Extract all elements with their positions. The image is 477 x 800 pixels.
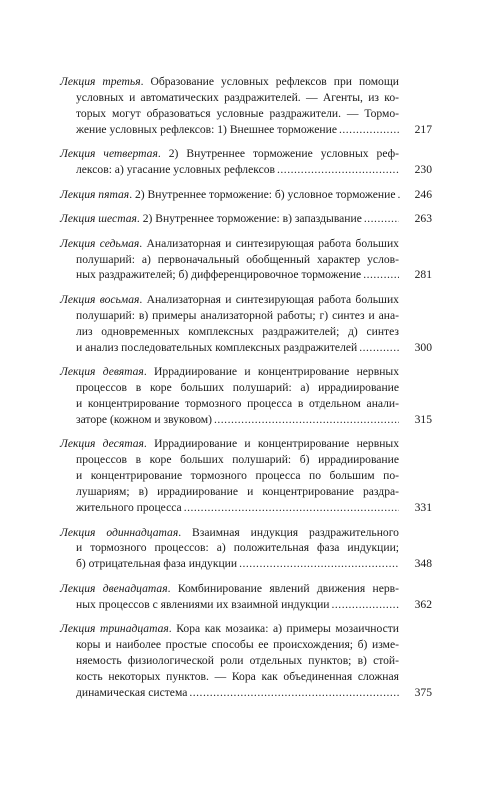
toc-entry-last-line: [60, 187, 399, 203]
lecture-title: Лекция тринадцатая: [60, 622, 169, 636]
toc-entry-text: . Образование условных рефлексов при помощи: [140, 75, 399, 88]
toc-entry[interactable]: [60, 211, 432, 227]
dot-leader: [332, 597, 400, 613]
toc-entry[interactable]: [60, 621, 432, 701]
toc-entry-text: няемость физиологической роли отдельных пунктов; в) стой-: [76, 654, 399, 668]
toc-entry[interactable]: [60, 236, 432, 284]
toc-entry-line: [60, 90, 399, 106]
lecture-title: Лекция седьмая: [60, 236, 140, 250]
page-number: 281: [414, 268, 432, 282]
toc-entry-line: [60, 106, 399, 122]
page-number: 348: [414, 557, 432, 571]
toc-entry-text: лексов: а) угасание условных рефлексов: [76, 163, 275, 177]
lecture-title: Лекция пятая: [60, 187, 130, 201]
toc-entry-text: б) отрицательная фаза индукции: [76, 557, 238, 571]
toc-entry-last-line: [60, 412, 399, 428]
toc-entry-text: . Взаимная индукция раздражительного: [178, 525, 399, 539]
toc-entry-text: жение условных рефлексов: 1) Внешнее торможение: [76, 122, 337, 136]
toc-entry-last-line: [60, 162, 399, 178]
toc-entry-line: [60, 669, 399, 685]
toc-entry-text: полушарий: а) первоначальный обобщенный характер услов-: [76, 252, 399, 266]
toc-entry-text: . Анализаторная и синтезирующая работа больших: [139, 292, 399, 306]
dot-leader: [364, 211, 399, 227]
dot-leader: [214, 412, 399, 428]
toc-entry[interactable]: [60, 581, 432, 613]
dot-leader: [363, 267, 399, 283]
toc-entry-line: [60, 484, 399, 500]
dot-leader: [397, 187, 401, 203]
table-of-contents: [60, 74, 432, 709]
toc-entry-first-line: [60, 581, 399, 597]
toc-entry-text: и концентрирование тормозного процесса по большим по-: [76, 469, 399, 483]
lecture-title: Лекция четвертая: [60, 147, 158, 161]
lecture-title: Лекция восьмая: [60, 292, 140, 306]
toc-entry-text: ных раздражителей; б) дифференцировочное торможение: [76, 268, 362, 282]
lecture-title: Лекция двенадцатая: [60, 581, 168, 595]
toc-entry-text: . 2) Внутреннее торможение: б) условное торможение: [129, 187, 396, 201]
toc-entry-last-line: [60, 597, 399, 613]
toc-entry-text: кость некоторых пунктов. — Кора как объединенная сложная: [76, 669, 399, 683]
page-number: 217: [414, 122, 432, 136]
toc-entry-text: условных и автоматических раздражителей. — Агенты, из ко-: [76, 90, 399, 104]
toc-entry-line: [60, 637, 399, 653]
toc-entry-text: динамическая система: [76, 685, 188, 699]
toc-entry[interactable]: [60, 436, 432, 516]
toc-entry-last-line: [60, 211, 399, 227]
lecture-title: Лекция шестая: [60, 212, 137, 226]
toc-entry-text: процессов в коре больших полушарий: б) иррадиирование: [76, 453, 399, 467]
toc-entry-text: . 2) Внутреннее торможение: в) запаздывание: [136, 212, 362, 226]
toc-entry-text: коры и наиболее простые способы ее происхождения; б) изме-: [76, 638, 399, 652]
toc-entry-last-line: [60, 556, 399, 572]
toc-entry-line: [60, 252, 399, 268]
toc-entry-first-line: [60, 621, 399, 637]
page-number: 230: [414, 163, 432, 177]
dot-leader: [359, 340, 399, 356]
toc-entry-first-line: [60, 74, 399, 90]
page-number: 300: [414, 340, 432, 354]
toc-entry-first-line: [60, 236, 399, 252]
toc-entry[interactable]: [60, 292, 432, 356]
toc-entry-first-line: [60, 292, 399, 308]
dot-leader: [277, 162, 399, 178]
toc-entry[interactable]: [60, 146, 432, 178]
toc-entry-first-line: [60, 146, 399, 162]
toc-entry-line: [60, 308, 399, 324]
lecture-title: Лекция третья: [60, 75, 141, 88]
dot-leader: [339, 122, 399, 138]
toc-entry-line: [60, 468, 399, 484]
dot-leader: [239, 556, 399, 572]
toc-entry-text: . Кора как мозаика: а) примеры мозаичности: [168, 622, 399, 636]
toc-entry[interactable]: [60, 364, 432, 428]
toc-entry-line: [60, 324, 399, 340]
toc-entry-first-line: [60, 364, 399, 380]
toc-entry-text: . 2) Внутреннее торможение условных реф-: [157, 147, 399, 161]
page-number: 375: [414, 685, 432, 699]
toc-entry[interactable]: [60, 187, 432, 203]
toc-entry-text: жительного процесса: [76, 501, 182, 514]
toc-entry-text: . Иррадиирование и концентрирование нервных: [143, 365, 399, 379]
toc-entry-first-line: [60, 436, 399, 452]
toc-entry-text: и концентрирование тормозного процесса в отдельном анали-: [76, 396, 399, 410]
dot-leader: [184, 500, 399, 516]
toc-entry-line: [60, 380, 399, 396]
lecture-title: Лекция девятая: [60, 365, 144, 379]
toc-entry-line: [60, 396, 399, 412]
page-number: 362: [414, 597, 432, 611]
page-number: 315: [414, 412, 432, 426]
toc-entry[interactable]: [60, 525, 432, 573]
lecture-title: Лекция десятая: [60, 437, 144, 451]
page-number: 246: [414, 187, 432, 201]
toc-entry-last-line: [60, 267, 399, 283]
toc-entry-line: [60, 540, 399, 556]
toc-entry-text: и тормозного процессов: а) положительная фаза индукции;: [76, 541, 399, 555]
toc-entry-text: полушарий: в) примеры анализаторной работы; г) синтез и ана-: [76, 308, 399, 322]
toc-entry-text: ных процессов с явлениями их взаимной индукции: [76, 597, 330, 611]
dot-leader: [189, 685, 399, 701]
toc-entry-last-line: [60, 500, 399, 516]
toc-entry-text: процессов в коре больших полушарий: а) иррадиирование: [76, 381, 399, 395]
toc-entry-text: . Анализаторная и синтезирующая работа больших: [139, 236, 399, 250]
page-number: 331: [414, 501, 432, 514]
toc-entry-text: заторе (кожном и звуковом): [76, 412, 212, 426]
toc-entry-last-line: [60, 122, 399, 138]
toc-entry-line: [60, 653, 399, 669]
toc-entry-last-line: [60, 685, 399, 701]
page-number: 263: [414, 212, 432, 226]
toc-entry-text: . Комбинирование явлений движения нерв-: [167, 581, 399, 595]
toc-entry-first-line: [60, 525, 399, 541]
toc-entry-text: и анализ последовательных комплексных раздражителей: [76, 340, 358, 354]
toc-entry-text: торых могут образоваться условные раздражители. — Тормо-: [76, 106, 399, 120]
toc-entry[interactable]: [60, 74, 432, 138]
toc-entry-line: [60, 452, 399, 468]
lecture-title: Лекция одиннадцатая: [60, 525, 179, 539]
toc-entry-text: лушариям; в) иррадиирование и концентрирование раздра-: [76, 485, 399, 499]
toc-entry-text: . Иррадиирование и концентрирование нервных: [143, 437, 399, 451]
toc-entry-text: лиз одновременных комплексных раздражителей; д) синтез: [76, 324, 399, 338]
toc-entry-last-line: [60, 340, 399, 356]
